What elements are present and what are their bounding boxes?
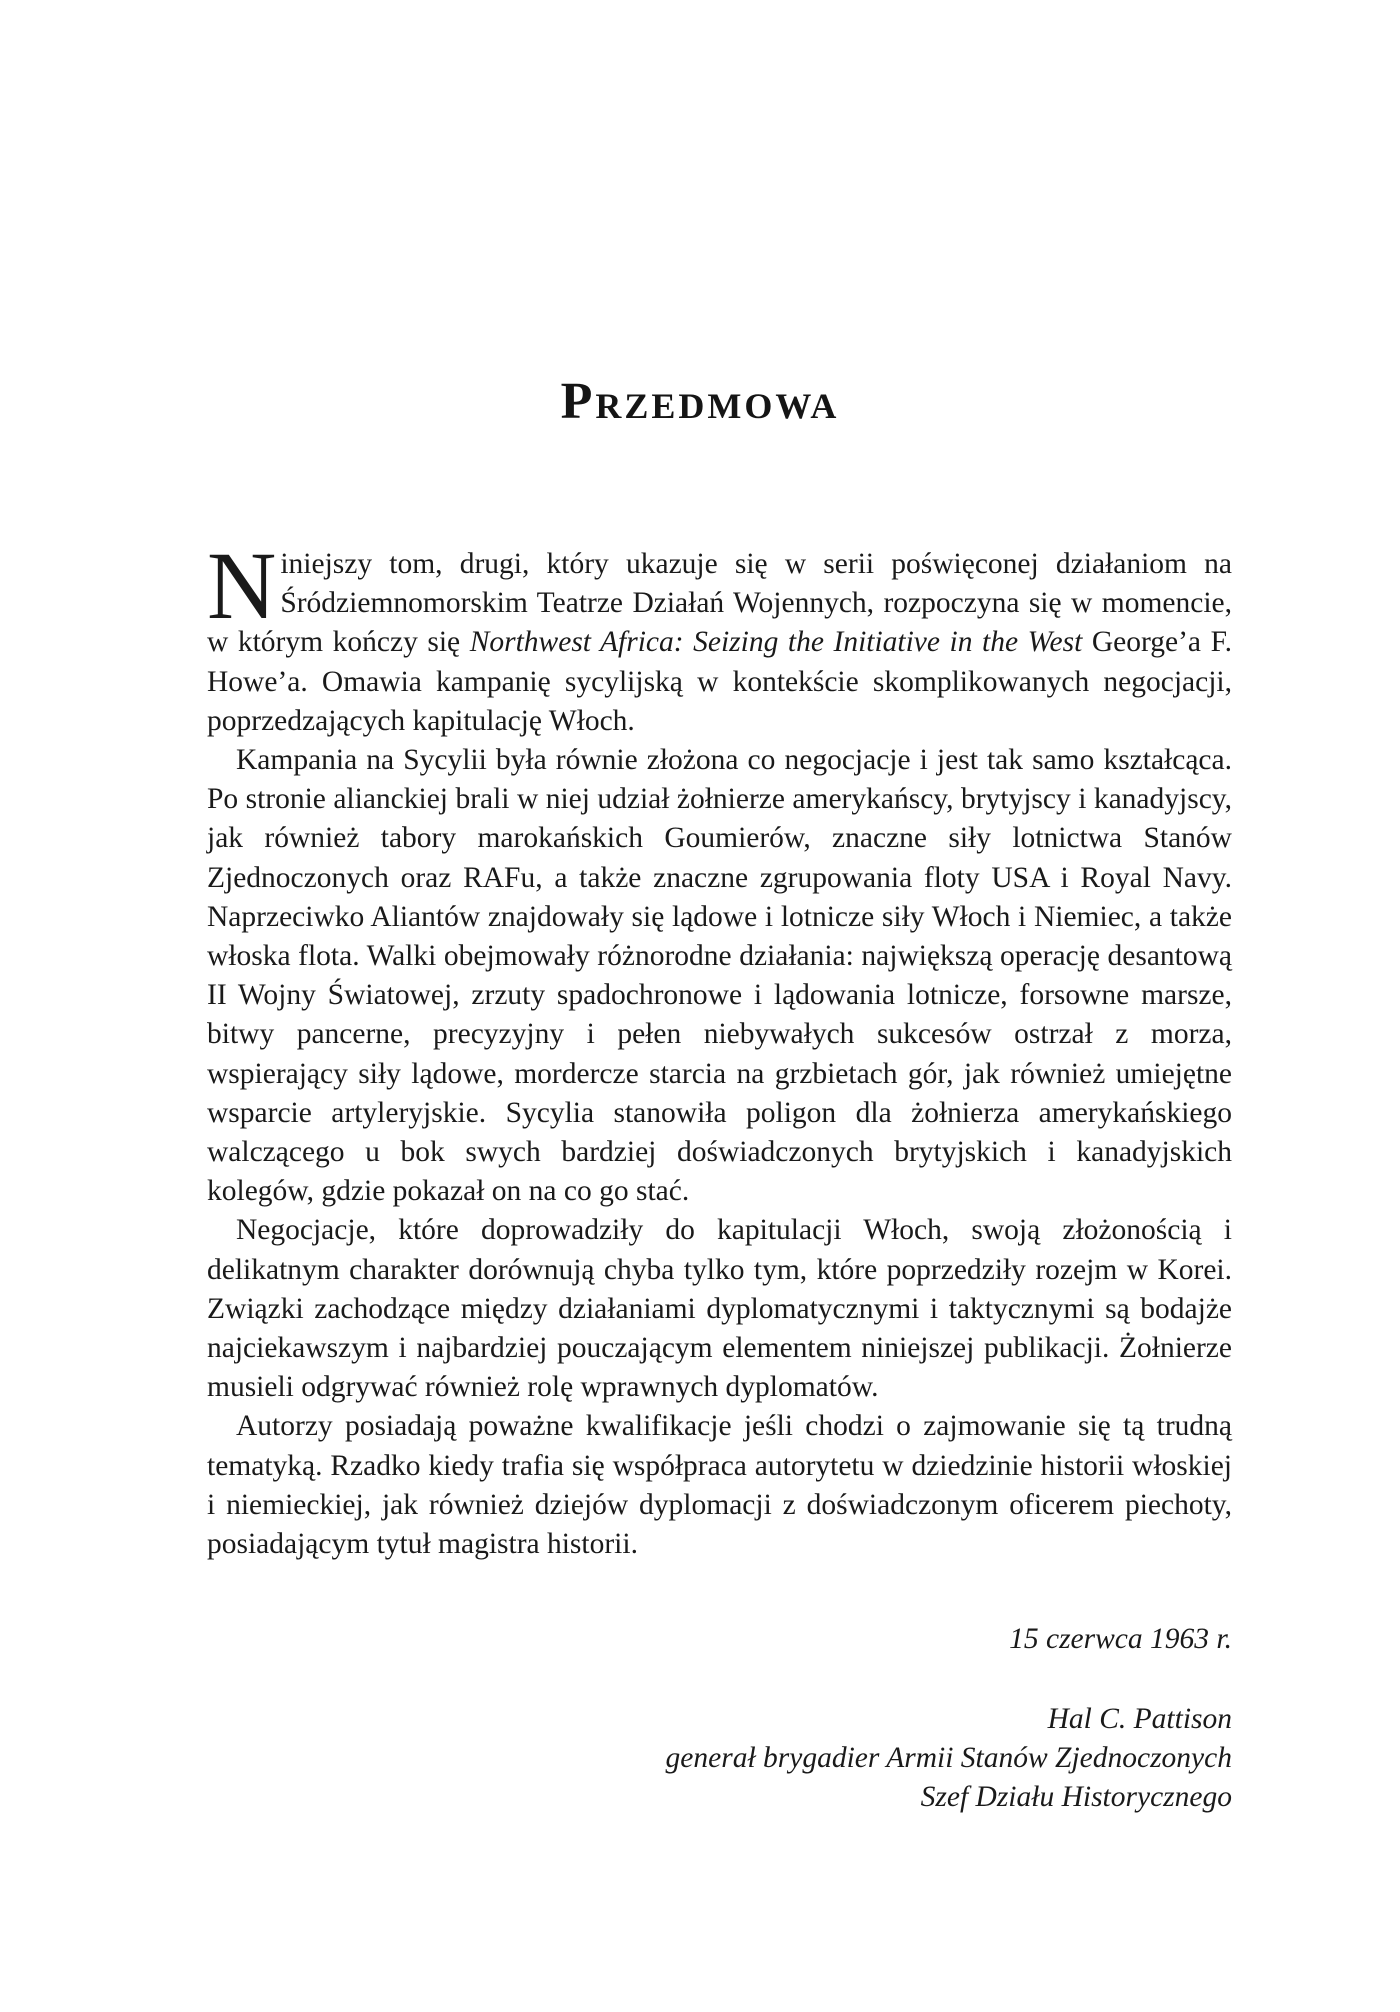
date-line: 15 czerwca 1963 r.	[1009, 1623, 1232, 1655]
foreword-body	[207, 532, 1232, 1564]
signatory-position: Szef Działu Historycznego	[920, 1781, 1232, 1813]
paragraph-1	[207, 532, 1232, 741]
paragraph-3: Negocjacje, które doprowadziły do kapitulacji Włoch, swoją złożonością i delikatnym charakter dorównują chyba tylko tym, które poprzedziły rozejm w Korei. Związki zachodzące między działaniami dyplomatycznymi i taktycznymi są bodajże najciekawszym i najbardziej pouczającym elementem niniejszej publikacji. Żołnierze musieli odgrywać również rolę wprawnych dyplomatów.	[207, 1214, 1232, 1404]
paragraph-1-text-end: George’a F. Howe’a. Omawia kampanię sycylijską w kontekście skomplikowanych negocjacji, poprzedzających kapitulację Włoch.	[207, 626, 1232, 737]
paragraph-1-text-start: iniejszy tom, drugi, który ukazuje się w serii poświęconej działaniom na Śródziemnomorskim Teatrze Działań Wojennych, rozpoczyna się w momencie, w którym kończy się	[207, 548, 1232, 659]
signatory-name: Hal C. Pattison	[1047, 1703, 1232, 1735]
paragraph-2: Kampania na Sycylii była równie złożona co negocjacje i jest tak samo kształcąca. Po stronie alianckiej brali w niej udział żołnierze amerykańscy, brytyjscy i kanadyjscy, jak również tabory marokańskich Goumierów, znaczne siły lotnictwa Stanów Zjednoczonych oraz RAFu, a także znaczne zgrupowania floty USA i Royal Navy. Naprzeciwko Aliantów znajdowały się lądowe i lotnicze siły Włoch i Niemiec, a także włoska flota. Walki obejmowały różnorodne działania: największą operację desantową II Wojny Światowej, zrzuty spadochronowe i lądowania lotnicze, forsowne marsze, bitwy pancerne, precyzyjny i pełen niebywałych sukcesów ostrzał z morza, wspierający siły lądowe, mordercze starcia na grzbietach gór, jak również umiejętne wsparcie artyleryjskie. Sycylia stanowiła poligon dla żołnierza amerykańskiego walczącego u bok swych bardziej doświadczonych brytyjskich i kanadyjskich kolegów, gdzie pokazał on na co go stać.	[207, 744, 1232, 1208]
page-title: Przedmowa	[560, 373, 840, 430]
book-title-italic: Northwest Africa: Seizing the Initiative in the West	[469, 626, 1083, 659]
paragraph-4: Autorzy posiadają poważne kwalifikacje jeśli chodzi o zajmowanie się tą trudną tematyką. Rzadko kiedy trafia się współpraca autorytetu w dziedzinie historii włoskiej i niemieckiej, jak również dziejów dyplomacji z doświadczonym oficerem piechoty, posiadającym tytuł magistra historii.	[207, 1410, 1232, 1561]
signature-block	[207, 1700, 1232, 1817]
signatory-rank: generał brygadier Armii Stanów Zjednoczonych	[665, 1742, 1232, 1774]
drop-cap: N	[207, 532, 277, 639]
